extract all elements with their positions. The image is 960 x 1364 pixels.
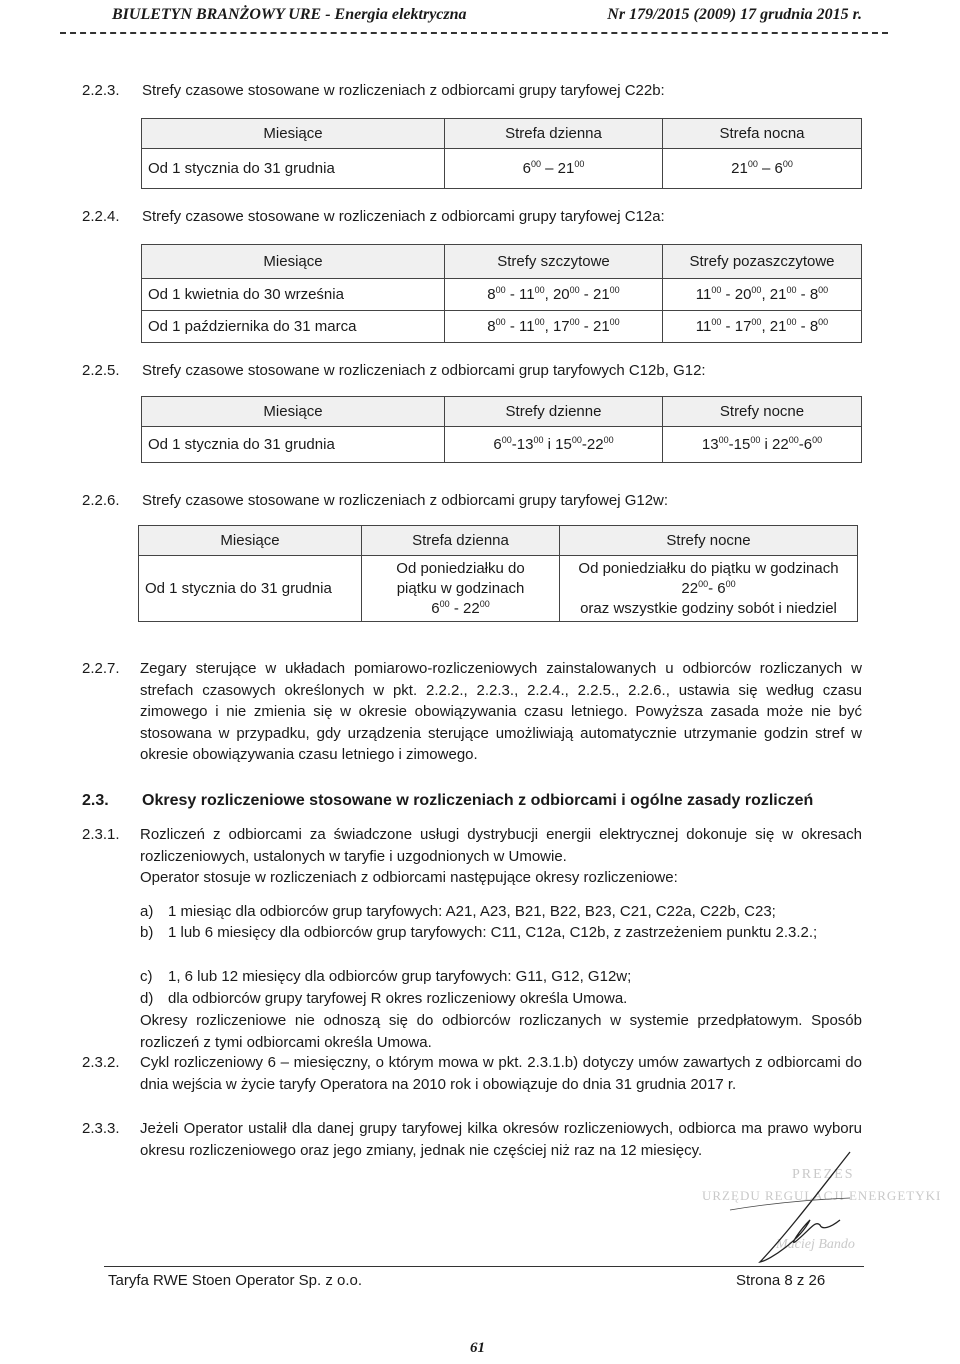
list-item-b: b) 1 lub 6 miesięcy dla odbiorców grup taryfowych: C11, C12a, C12b, z zastrzeżeniem punktu 2.3.2.; — [140, 924, 818, 941]
table-c12b-g12 — [141, 396, 862, 463]
col-header-night-zone: Strefa nocna — [663, 119, 862, 149]
table-c12a — [141, 244, 862, 343]
col-header-night-zones: Strefy nocne — [560, 526, 858, 556]
col-header-day-zone: Strefa dzienna — [362, 526, 560, 556]
row-label: Od 1 stycznia do 31 grudnia — [142, 149, 445, 189]
section-heading: Okresy rozliczeniowe stosowane w rozliczeniach z odbiorcami i ogólne zasady rozliczeń — [142, 792, 814, 809]
section-number: 2.2.5. — [82, 362, 120, 379]
row-label: Od 1 stycznia do 31 grudnia — [142, 427, 445, 463]
section-number: 2.2.3. — [82, 82, 120, 99]
col-header-day-zone: Strefa dzienna — [445, 119, 663, 149]
section-2-3-1-intro: Rozliczeń z odbiorcami za świadczone usługi dystrybucji energii elektrycznej dokonuje się w okresach rozliczeniowych, ustalonych w taryfie i uzgodnionych w Umowie. — [140, 826, 862, 865]
section-title: Strefy czasowe stosowane w rozliczeniach z odbiorcami grup taryfowych C12b, G12: — [142, 362, 706, 379]
offpeak-hours: $11^{00} - 17^{00}$, $21^{00} - 8^{00}$ — [663, 311, 862, 343]
col-header-months: Miesiące — [139, 526, 362, 556]
section-2-2-7-text: Zegary sterujące w układach pomiarowo-rozliczeniowych zainstalowanych u odbiorców rozliczanych w strefach czasowych określonych w pkt. 2.2.2., 2.2.3., 2.2.4., 2.2.5., 2.2.6., ustawia się według czasu zimowego i nie zmienia się w okresie obowiązywania czasu letniego. Powyższa zasada może nie być stosowana w przypadku, gdy urządzenia sterujące umożliwiają automatycznie utrzymanie godzin stref w okresie obowiązywania czasu letniego i zimowego. — [140, 660, 862, 763]
night-zone-hours: $21^{00} - 6^{00}$ — [663, 149, 862, 189]
section-number: 2.3.3. — [82, 1120, 120, 1137]
section-number: 2.2.7. — [82, 660, 120, 677]
svg-text:URZĘDU REGULACJI ENERGETYKI: URZĘDU REGULACJI ENERGETYKI — [702, 1188, 942, 1203]
night-zones-hours: $13^{00}-15^{00}$ i $22^{00}-6^{00}$ — [663, 427, 862, 463]
section-2-3-3-text: Jeżeli Operator ustalił dla danej grupy taryfowej kilka okresów rozliczeniowych, odbiorca ma prawo wyboru okresu rozliczeniowego oraz jego zmiany, jednak nie częściej niż raz na 12 miesięcy. — [140, 1120, 862, 1159]
day-zones-hours: $6^{00}-13^{00}$ i $15^{00}-22^{00}$ — [445, 427, 663, 463]
svg-text:PREZES: PREZES — [792, 1167, 855, 1182]
col-header-months: Miesiące — [142, 119, 445, 149]
row-label: Od 1 stycznia do 31 grudnia — [139, 556, 362, 622]
day-zone-hours: $6^{00} - 21^{00}$ — [445, 149, 663, 189]
col-header-night-zones: Strefy nocne — [663, 397, 862, 427]
col-header-day-zones: Strefy dzienne — [445, 397, 663, 427]
row-label: Od 1 października do 31 marca — [142, 311, 445, 343]
bulletin-header — [112, 6, 862, 28]
peak-hours: $8^{00} - 11^{00}$, $17^{00} - 21^{00}$ — [445, 311, 663, 343]
table-g12w — [138, 525, 858, 622]
svg-text:Maciej Bando: Maciej Bando — [776, 1237, 855, 1252]
col-header-peak: Strefy szczytowe — [445, 245, 663, 279]
peak-hours: $8^{00} - 11^{00}$, $20^{00} - 21^{00}$ — [445, 279, 663, 311]
section-number: 2.3.1. — [82, 826, 120, 843]
list-item-d: d) dla odbiorców grupy taryfowej R okres rozliczeniowy określa Umowa. — [140, 990, 628, 1007]
list-item-a: a) 1 miesiąc dla odbiorców grup taryfowych: A21, A23, B21, B22, B23, C21, C22a, C22b, C23; — [140, 903, 776, 920]
section-title: Strefy czasowe stosowane w rozliczeniach z odbiorcami grupy taryfowej C12a: — [142, 208, 665, 225]
row-label: Od 1 kwietnia do 30 września — [142, 279, 445, 311]
section-title: Strefy czasowe stosowane w rozliczeniach z odbiorcami grupy taryfowej C22b: — [142, 82, 665, 99]
header-title: BIULETYN BRANŻOWY URE - Energia elektryczna — [112, 6, 467, 23]
official-stamp-signature — [700, 1150, 942, 1270]
footer-company: Taryfa RWE Stoen Operator Sp. z o.o. — [108, 1272, 363, 1289]
list-item-c: c) 1, 6 lub 12 miesięcy dla odbiorców grup taryfowych: G11, G12, G12w; — [140, 968, 632, 985]
header-divider — [60, 32, 888, 34]
night-zones-description: Od poniedziałku do piątku w godzinach $22^{00}-$ $6^{00}$ oraz wszystkie godziny sobót i niedziel — [560, 556, 858, 622]
col-header-months: Miesiące — [142, 245, 445, 279]
section-2-3-1-lead: Operator stosuje w rozliczeniach z odbiorcami następujące okresy rozliczeniowe: — [140, 869, 678, 886]
day-zone-description: Od poniedziałku do piątku w godzinach $6^{00} - 22^{00}$ — [362, 556, 560, 622]
section-2-3-1-note: Okresy rozliczeniowe nie odnoszą się do odbiorców rozliczanych w systemie przedpłatowym. Sposób rozliczeń z tymi odbiorcami określa Umowa. — [140, 1012, 862, 1051]
footer-divider — [104, 1266, 864, 1267]
table-c22b — [141, 118, 862, 189]
offpeak-hours: $11^{00} - 20^{00}$, $21^{00} - 8^{00}$ — [663, 279, 862, 311]
col-header-months: Miesiące — [142, 397, 445, 427]
header-issue: Nr 179/2015 (2009) 17 grudnia 2015 r. — [607, 6, 862, 23]
section-number: 2.3.2. — [82, 1054, 120, 1071]
section-number: 2.2.4. — [82, 208, 120, 225]
section-2-3-2-text: Cykl rozliczeniowy 6 – miesięczny, o którym mowa w pkt. 2.3.1.b) dotyczy umów zawartych z odbiorcami do dnia wejścia w życie taryfy Operatora na 2010 rok i obowiązuje do dnia 31 grudnia 2017 r. — [140, 1054, 862, 1093]
section-number: 2.2.6. — [82, 492, 120, 509]
bulletin-page-number: 61 — [470, 1340, 485, 1356]
section-number: 2.3. — [82, 792, 109, 809]
footer-page-count: Strona 8 z 26 — [736, 1272, 826, 1289]
section-title: Strefy czasowe stosowane w rozliczeniach z odbiorcami grupy taryfowej G12w: — [142, 492, 669, 509]
col-header-offpeak: Strefy pozaszczytowe — [663, 245, 862, 279]
